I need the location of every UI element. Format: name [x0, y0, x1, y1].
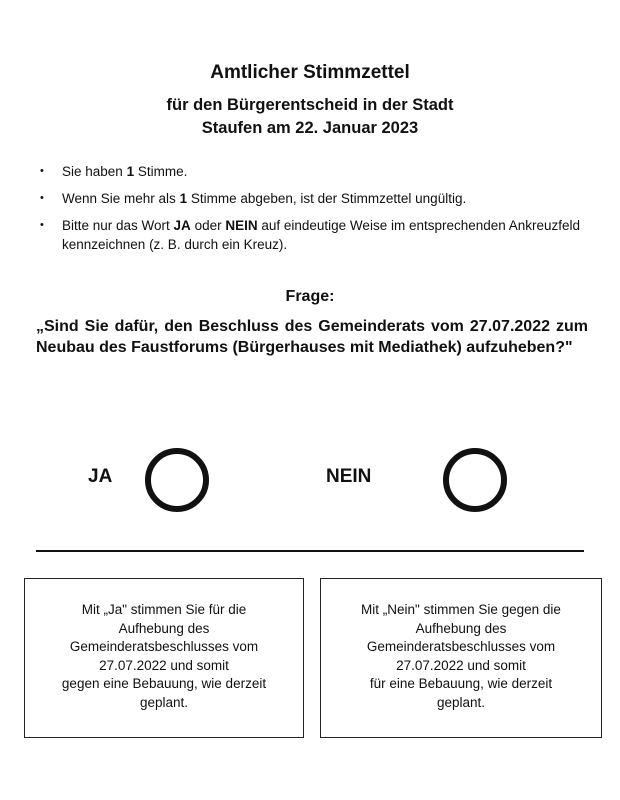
ja-explanation-line: geplant.: [139, 694, 189, 710]
instruction-text: Stimme abgeben, ist der Stimmzettel ungültig.: [187, 191, 467, 206]
ballot-subtitle-line1: für den Bürgerentscheid in der Stadt: [166, 96, 454, 114]
divider-line: [36, 550, 584, 552]
nein-explanation-line: Gemeinderatsbeschlusses vom: [366, 639, 556, 654]
ja-explanation-box: [24, 578, 304, 738]
instruction-text: oder: [190, 218, 226, 233]
instruction-text: Wenn Sie mehr als: [62, 191, 180, 206]
instruction-item: [40, 189, 600, 208]
ja-explanation-line: 27.07.2022 und somit: [99, 657, 229, 673]
instruction-bold: NEIN: [225, 218, 258, 233]
nein-explanation-box: [320, 578, 602, 738]
question-text: „Sind Sie dafür, den Beschluss des Gemeinderats vom 27.07.2022 zum Neubau des Faustforums (Bürgerhauses mit Mediathek) aufzuheben?": [36, 318, 588, 356]
instruction-bold: 1: [179, 191, 188, 206]
nein-explanation-line: 27.07.2022 und somit: [396, 657, 526, 673]
nein-explanation-line: Mit „Nein" stimmen Sie gegen die: [361, 602, 561, 617]
nein-explanation-line: geplant.: [436, 694, 486, 710]
instruction-bold: 1: [126, 164, 135, 179]
bullet-icon: •: [40, 192, 44, 204]
instruction-bold: JA: [173, 218, 191, 233]
ja-explanation-line: Mit „Ja" stimmen Sie für die: [81, 602, 247, 617]
question-label: Frage:: [285, 288, 335, 305]
instruction-item: [40, 216, 600, 254]
ballot-subtitle-line2: Staufen am 22. Januar 2023: [201, 119, 419, 137]
nein-explanation-line: für eine Bebauung, wie derzeit: [369, 676, 553, 691]
instruction-text: auf eindeutige Weise im entsprechenden Ankreuzfeld kennzeichnen (z. B. durch ein Kreuz).: [62, 218, 581, 252]
instructions-list: [40, 162, 600, 262]
instruction-text: Stimme.: [134, 164, 188, 179]
bullet-icon: •: [40, 219, 44, 231]
ja-explanation-line: gegen eine Bebauung, wie derzeit: [61, 676, 267, 691]
nein-label: NEIN: [326, 466, 372, 487]
ja-checkbox-circle[interactable]: [145, 448, 209, 512]
ja-explanation-line: Aufhebung des: [118, 620, 210, 636]
instruction-text: Bitte nur das Wort: [62, 218, 174, 233]
nein-explanation-line: Aufhebung des: [415, 620, 507, 636]
ja-explanation-line: Gemeinderatsbeschlusses vom: [69, 639, 259, 654]
instruction-item: [40, 162, 600, 181]
instruction-text: Sie haben: [62, 164, 127, 179]
bullet-icon: •: [40, 165, 44, 177]
nein-checkbox-circle[interactable]: [443, 448, 507, 512]
ballot-title: Amtlicher Stimmzettel: [210, 62, 410, 83]
ja-label: JA: [88, 466, 113, 487]
